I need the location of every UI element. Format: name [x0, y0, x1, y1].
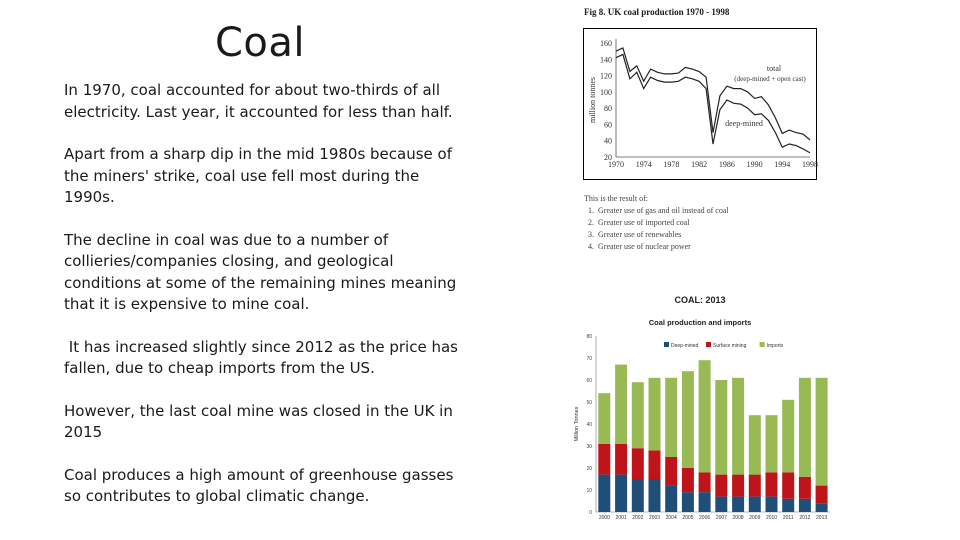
coal-2013-chart [560, 288, 840, 528]
reasons-heading: This is the result of: [584, 194, 648, 203]
x-tick-label: 1990 [746, 160, 763, 169]
bar-segment [799, 378, 811, 477]
bar-segment [682, 371, 694, 468]
bar-segment [732, 378, 744, 475]
bar-segment [615, 444, 627, 475]
bar-segment [816, 486, 828, 504]
y-tick-label: 10 [586, 488, 592, 494]
bar-segment [782, 472, 794, 498]
y-tick-label: 120 [600, 71, 612, 81]
x-tick-label: 2007 [715, 515, 727, 521]
x-tick-label: 2004 [665, 515, 677, 521]
bar-segment [682, 468, 694, 492]
y-tick-label: 70 [586, 356, 592, 362]
bar-segment [632, 382, 644, 448]
bar-segment [649, 450, 661, 479]
x-tick-label: 2000 [598, 515, 610, 521]
bar-segment [799, 477, 811, 499]
y-tick-label: 140 [600, 55, 612, 65]
x-tick-label: 2006 [699, 515, 711, 521]
x-tick-label: 2005 [682, 515, 694, 521]
bar-segment [816, 378, 828, 486]
bar-segment [715, 380, 727, 475]
bar-segment [682, 492, 694, 512]
bar-segment [782, 400, 794, 473]
x-tick-label: 2010 [765, 515, 778, 521]
reasons-list [584, 193, 729, 253]
y-tick-label: 60 [586, 378, 592, 384]
x-tick-label: 1986 [718, 160, 735, 169]
x-tick-label: 2011 [782, 515, 794, 521]
legend-label: Deep-mined [671, 343, 699, 349]
y-tick-label: 160 [600, 39, 612, 48]
bar-segment [715, 475, 727, 497]
bar-segment [665, 457, 677, 486]
uk-coal-production-chart [583, 28, 817, 180]
x-tick-label: 1982 [691, 160, 708, 169]
x-tick-label: 2003 [648, 515, 661, 521]
total-label: total [766, 64, 782, 73]
y-axis-label: million tonnes [588, 77, 597, 123]
y-tick-label: 50 [586, 400, 592, 406]
x-tick-label: 2008 [732, 515, 744, 521]
paragraph-last-mine: However, the last coal mine was closed in the UK in 2015 [64, 401, 453, 441]
legend-label: Surface mining [713, 343, 747, 349]
y-tick-label: 40 [604, 136, 612, 146]
chart-subtitle: Coal production and imports [648, 318, 752, 327]
bar-segment [699, 492, 711, 512]
y-tick-label: 100 [600, 87, 612, 97]
bar-segment [766, 415, 778, 472]
bar-segment [749, 415, 761, 474]
reason-item: 2. Greater use of imported coal [596, 217, 729, 229]
legend-swatch [706, 342, 711, 347]
reason-item: 1. Greater use of gas and oil instead of coal [596, 205, 729, 217]
paragraph-greenhouse: Coal produces a high amount of greenhouse gasses so contributes to global climatic change. [64, 465, 454, 505]
y-tick-label: 0 [589, 510, 592, 516]
bar-segment [749, 475, 761, 497]
reason-item: 4. Greater use of nuclear power [596, 241, 729, 253]
paragraph-decline-reasons: The decline in coal was due to a number of collieries/companies closing, and geological conditions at some of the remaining mines meaning that it is expensive to mine coal. [64, 230, 457, 313]
bar-segment [632, 448, 644, 479]
bar-segment [632, 479, 644, 512]
x-tick-label: 1978 [663, 160, 680, 169]
y-axis-label: Million Tonnes [574, 406, 580, 442]
bar-segment [766, 472, 778, 496]
x-tick-label: 2002 [632, 515, 644, 521]
total-sublabel: (deep-mined + open cast) [734, 75, 806, 83]
bar-segment [699, 360, 711, 472]
x-tick-label: 2013 [816, 515, 828, 521]
fig8-plot [584, 29, 816, 179]
x-tick-label: 1974 [635, 160, 652, 169]
legend-swatch [760, 342, 765, 347]
bar-segment [598, 393, 610, 444]
y-tick-label: 80 [604, 104, 612, 114]
paragraph-miners-strike: Apart from a sharp dip in the mid 1980s because of the miners' strike, coal use fell most during the 1990s. [64, 145, 452, 206]
bar-segment [749, 497, 761, 512]
body-text [64, 80, 464, 529]
reason-item: 3. Greater use of renewables [596, 229, 729, 241]
coal-2013-plot [560, 288, 840, 528]
bar-segment [699, 472, 711, 492]
bar-segment [598, 475, 610, 512]
deep-mined-label: deep-mined [725, 119, 763, 128]
y-tick-label: 20 [604, 153, 612, 162]
legend-swatch [664, 342, 669, 347]
y-tick-label: 60 [604, 120, 612, 130]
bar-segment [715, 497, 727, 512]
slide-title: Coal [215, 20, 306, 66]
y-tick-label: 40 [586, 422, 592, 428]
legend-label: Imports [766, 343, 784, 349]
x-tick-label: 1994 [774, 160, 791, 169]
bar-segment [615, 365, 627, 444]
bar-segment [665, 378, 677, 457]
bar-segment [598, 444, 610, 475]
bar-segment [782, 499, 794, 512]
bar-segment [732, 497, 744, 512]
x-tick-label: 2009 [749, 515, 761, 521]
bar-segment [816, 503, 828, 512]
x-tick-label: 2001 [615, 515, 627, 521]
chart-title: COAL: 2013 [674, 295, 726, 305]
series-line-total [616, 48, 810, 140]
bar-segment [649, 479, 661, 512]
x-tick-label: 1970 [608, 160, 624, 169]
bar-segment [732, 475, 744, 497]
paragraph-electricity-share: In 1970, coal accounted for about two-thirds of all electricity. Last year, it accounted for less than half. [64, 81, 453, 121]
y-tick-label: 80 [586, 334, 592, 340]
x-tick-label: 1998 [802, 160, 818, 169]
bar-segment [665, 486, 677, 512]
bar-segment [615, 475, 627, 512]
x-tick-label: 2012 [799, 515, 811, 521]
paragraph-imports: It has increased slightly since 2012 as the price has fallen, due to cheap imports from the US. [64, 337, 463, 377]
y-tick-label: 30 [586, 444, 592, 450]
bar-segment [766, 497, 778, 512]
y-tick-label: 20 [586, 466, 592, 472]
fig8-caption: Fig 8. UK coal production 1970 - 1998 [584, 7, 730, 17]
bar-segment [799, 499, 811, 512]
bar-segment [649, 378, 661, 451]
